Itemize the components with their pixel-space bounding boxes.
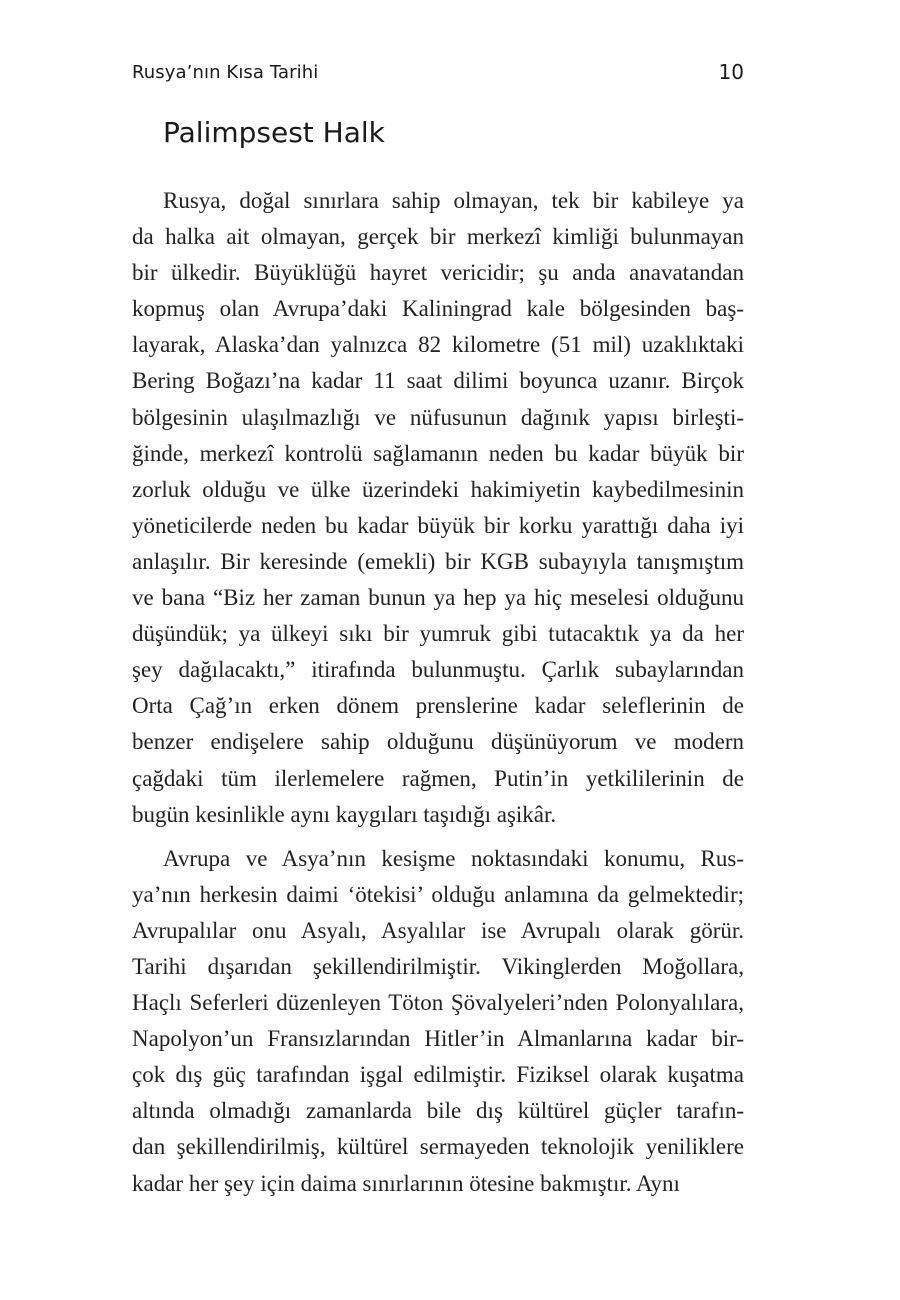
text-line: ve bana “Biz her zaman bunun ya hep ya hiç meselesi olduğunu (132, 585, 744, 611)
text-line: Rusya, doğal sınırlara sahip olmayan, tek bir kabileye ya (163, 188, 744, 213)
text-line: yöneticilerde neden bu kadar büyük bir korku yarattığı daha iyi (132, 512, 744, 538)
text-line: çok dış güç tarafından işgal edilmiştir. Fiziksel olarak kuşatma (132, 1062, 744, 1088)
text-line: Avrupa ve Asya’nın kesişme noktasındaki konumu, Rus- (163, 845, 744, 871)
text-line: benzer endişelere sahip olduğunu düşünüyorum ve modern (132, 729, 744, 755)
text-line: Avrupalılar onu Asyalı, Asyalılar ise Avrupalı olarak görür. (132, 917, 744, 943)
text-line: düşündük; ya ülkeyi sıkı bir yumruk gibi tutacaktık ya da her (132, 621, 744, 647)
text-line: kopmuş olan Avrupa’daki Kaliningrad kale bölgesinden baş- (132, 296, 744, 322)
text-line: ya’nın herkesin daimi ‘ötekisi’ olduğu anlamına da gelmektedir; (132, 881, 744, 907)
text-line: dan şekillendirilmiş, kültürel sermayeden teknolojik yeniliklere (132, 1134, 744, 1160)
chapter-title: Palimpsest Halk (163, 116, 385, 149)
text-line: da halka ait olmayan, gerçek bir merkezî kimliği bulunmayan (132, 224, 744, 250)
body-text (132, 183, 744, 1202)
text-line: Tarihi dışarıdan şekillendirilmiştir. Vikinglerden Moğollara, (132, 953, 744, 979)
text-line: bölgesinin ulaşılmazlığı ve nüfusunun dağınık yapısı birleşti- (132, 404, 744, 430)
text-line: ğinde, merkezî kontrolü sağlamanın neden bu kadar büyük bir (132, 440, 744, 466)
text-line: çağdaki tüm ilerlemelere rağmen, Putin’in yetkililerinin de (132, 765, 744, 791)
text-line: Haçlı Seferleri düzenleyen Töton Şövalyeleri’nden Polonyalılara, (132, 990, 744, 1016)
text-line: altında olmadığı zamanlarda bile dış kültürel güçler tarafın- (132, 1098, 744, 1124)
paragraph-1 (132, 183, 744, 833)
text-line: bugün kesinlikle aynı kaygıları taşıdığı aşikâr. (132, 801, 557, 827)
text-line: bir ülkedir. Büyüklüğü hayret vericidir; şu anda anavatandan (132, 260, 744, 286)
running-title: Rusya’nın Kısa Tarihi (132, 62, 319, 83)
text-line: şey dağılacaktı,” itirafında bulunmuştu. Çarlık subaylarından (132, 657, 744, 683)
page-number: 10 (718, 60, 744, 84)
text-line: kadar her şey için daima sınırlarının ötesine bakmıştır. Aynı (132, 1170, 680, 1196)
text-line: anlaşılır. Bir keresinde (emekli) bir KGB subayıyla tanışmıştım (132, 548, 744, 574)
text-line: layarak, Alaska’dan yalnızca 82 kilometre (51 mil) uzaklıktaki (132, 332, 744, 358)
text-line: Bering Boğazı’na kadar 11 saat dilimi boyunca uzanır. Birçok (132, 368, 744, 394)
text-line: Napolyon’un Fransızlarından Hitler’in Almanlarına kadar bir- (132, 1026, 744, 1052)
paragraph-2 (132, 841, 744, 1202)
text-line: Orta Çağ’ın erken dönem prenslerine kadar seleflerinin de (132, 693, 744, 719)
running-header (132, 62, 744, 92)
text-line: zorluk olduğu ve ülke üzerindeki hakimiyetin kaybedilmesinin (132, 476, 744, 502)
